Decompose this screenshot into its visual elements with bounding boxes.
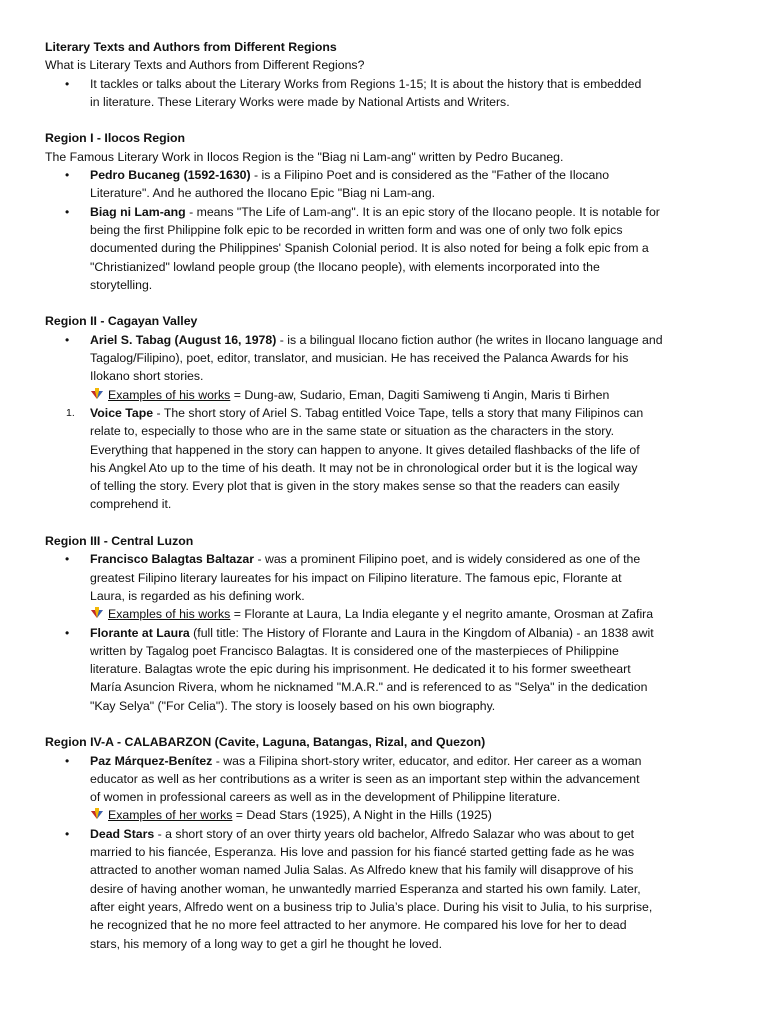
- bullet-pedro-bucaneg: [45, 166, 735, 203]
- colored-down-arrow-icon: [90, 607, 104, 619]
- text-line: storytelling.: [90, 277, 153, 292]
- region-1-lead: The Famous Literary Work in Ilocos Region is the "Biag ni Lam-ang" written by Pedro Bucaneg.: [45, 149, 564, 164]
- text-line: Ilokano short stories.: [90, 369, 204, 384]
- text-line: married to his fiancée, Esperanza. His love and passion for his fiancé started getting fade as he was: [90, 845, 635, 860]
- text-line: Tagalog/Filipino), poet, editor, translator, and musician. He has received the Palanca Awards for his: [90, 351, 629, 366]
- text-line: Laura, is regarded as his defining work.: [90, 588, 305, 603]
- bold-term: Ariel S. Tabag (August 16, 1978): [90, 332, 277, 347]
- bold-term: Voice Tape: [90, 405, 154, 420]
- examples-label: Examples of her works: [108, 808, 233, 823]
- text-line: Literature". And he authored the Ilocano Epic "Biag ni Lam-ang.: [90, 186, 436, 201]
- bold-term: Paz Márquez-Benítez: [90, 753, 213, 768]
- examples-label: Examples of his works: [108, 607, 231, 622]
- text-span: - The short story of Ariel S. Tabag entitled Voice Tape, tells a story that many Filipinos can: [153, 405, 644, 420]
- text-line: [90, 624, 735, 642]
- text-line: being the first Philippine folk epic to be recorded in written form and was one of only two folk epics: [90, 222, 623, 237]
- bullet-biag-ni-lam-ang: [45, 203, 735, 294]
- text-line: [90, 825, 735, 843]
- text-line: [90, 550, 735, 568]
- text-line: • It tackles or talks about the Literary Works from Regions 1-15; It is about the history that is embedded: [90, 76, 642, 91]
- text-line: [90, 166, 735, 184]
- text-line: he recognized that he no more feel attracted to her anymore. He compared his love for her to dead: [90, 918, 627, 933]
- bold-term: Biag ni Lam-ang: [90, 204, 186, 219]
- examples-text: = Florante at Laura, La India elegante y el negrito amante, Orosman at Zafira: [230, 607, 654, 622]
- bold-term: Pedro Bucaneg (1592-1630): [90, 168, 251, 183]
- text-line: documented during the Philippines' Spanish Colonial period. It is also noted for being a folk epic from a: [90, 241, 649, 256]
- region-3-heading: Region III - Central Luzon: [45, 534, 194, 549]
- examples-text: = Dung-aw, Sudario, Eman, Dagiti Samiweng ti Angin, Maris ti Birhen: [230, 387, 610, 402]
- examples-line-marquez-benitez: [45, 806, 735, 824]
- intro-bullet: [45, 75, 735, 112]
- text-span: - means "The Life of Lam-ang". It is an epic story of the Ilocano people. It is notable for: [185, 204, 660, 219]
- text-line: stars, his memory of a long way to get a girl he thought he loved.: [90, 936, 443, 951]
- text-span: - is a bilingual Ilocano fiction author (he writes in Ilocano language and: [276, 332, 663, 347]
- text-line: written by Tagalog poet Francisco Balagtas. It is considered one of the masterpieces of Philippine: [90, 643, 619, 658]
- text-line: desire of having another woman, he unwantedly married Esperanza and started his own family. Later,: [90, 881, 641, 896]
- bold-term: Dead Stars: [90, 826, 155, 841]
- text-line: "Christianized" lowland people group (the Ilocano people), with elements incorporated into the: [90, 259, 600, 274]
- bullet-dead-stars: [45, 825, 735, 953]
- bullet-francisco-balagtas: [45, 550, 735, 605]
- colored-down-arrow-icon: [90, 388, 104, 400]
- text-line: literature. Balagtas wrote the epic during his imprisonment. He dedicated it to his former sweetheart: [90, 662, 631, 677]
- document-title: Literary Texts and Authors from Different Regions: [45, 40, 337, 54]
- text-line: greatest Filipino literary laureates for his impact on Filipino literature. The famous epic, Florante at: [90, 570, 622, 585]
- intro-question: What is Literary Texts and Authors from Different Regions?: [45, 58, 365, 73]
- colored-down-arrow-icon: [90, 808, 104, 820]
- text-line: comprehend it.: [90, 497, 172, 512]
- text-line: in literature. These Literary Works were made by National Artists and Writers.: [90, 94, 510, 109]
- examples-label: Examples of his works: [108, 387, 231, 402]
- numbered-item-voice-tape: [45, 404, 735, 514]
- text-line: Everything that happened in the story can happen to anyone. It gives detailed flashbacks of the life of: [90, 442, 640, 457]
- text-line: his Angkel Ato up to the time of his death. It may not be in chronological order but it is the logical way: [90, 460, 638, 475]
- text-span: - was a prominent Filipino poet, and is widely considered as one of the: [254, 552, 641, 567]
- bold-term: Florante at Laura: [90, 625, 190, 640]
- examples-text: = Dead Stars (1925), A Night in the Hills (1925): [232, 808, 492, 823]
- examples-line-tabag: [45, 386, 735, 404]
- list-number: 1.: [66, 406, 75, 419]
- text-line: [90, 331, 735, 349]
- text-span: - was a Filipina short-story writer, educator, and editor. Her career as a woman: [212, 753, 642, 768]
- text-line: of women in professional careers as well as in the development of Philippine literature.: [90, 790, 561, 805]
- text-line: [90, 203, 735, 221]
- bullet-paz-marquez-benitez: [45, 752, 735, 807]
- text-line: attracted to another woman named Julia Salas. As Alfredo knew that his family will disapprove of his: [90, 863, 634, 878]
- text-line: "Kay Selya" ("For Celia"). The story is loosely based on his own biography.: [90, 698, 496, 713]
- document-page: [45, 38, 735, 953]
- region-2-heading: Region II - Cagayan Valley: [45, 314, 198, 329]
- text-line: of telling the story. Every plot that is given in the story makes sense so that the readers can easily: [90, 479, 620, 494]
- text-line: [90, 752, 735, 770]
- bullet-ariel-tabag: [45, 331, 735, 386]
- examples-line-balagtas: [45, 605, 735, 623]
- region-4a-heading: Region IV-A - CALABARZON (Cavite, Laguna, Batangas, Rizal, and Quezon): [45, 735, 486, 750]
- text-line: [90, 404, 735, 422]
- text-span: (full title: The History of Florante and Laura in the Kingdom of Albania) - an 1838 awit: [189, 625, 654, 640]
- text-line: María Asuncion Rivera, whom he nicknamed "M.A.R." and is referenced to as "Selya" in the dedication: [90, 680, 648, 695]
- text-line: educator as well as her contributions as a writer is seen as an important step within the advancement: [90, 771, 640, 786]
- region-1-heading: Region I - Ilocos Region: [45, 131, 186, 146]
- bold-term: Francisco Balagtas Baltazar: [90, 552, 255, 567]
- text-line: relate to, especially to those who are in the same state or situation as the characters in the story.: [90, 424, 615, 439]
- text-span: - is a Filipino Poet and is considered as the "Father of the Ilocano: [250, 168, 610, 183]
- text-line: after eight years, Alfredo went on a business trip to Julia’s place. During his visit to Julia, to his surprise,: [90, 899, 653, 914]
- text-span: - a short story of an over thirty years old bachelor, Alfredo Salazar who was about to get: [154, 826, 635, 841]
- bullet-florante-at-laura: [45, 624, 735, 715]
